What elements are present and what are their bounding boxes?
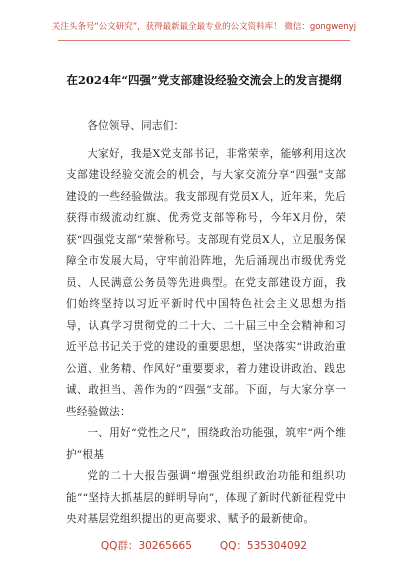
qq-text: QQ：535304092	[219, 540, 308, 552]
qq-group-text: QQ群：30265665	[100, 540, 192, 552]
footer-contact	[0, 538, 408, 553]
header-notice: 关注头条号“公文研究”，获得最新最全最专业的公文资料库！ 微信：gongwenyj	[51, 22, 357, 32]
paragraph: 大家好，我是X党支部书记，非常荣幸，能够利用这次支部建设经验交流会的机会，与大家交流分享“四强”支部建设的一些经验做法。我支部现有党员X人，近年来，先后获得市级流动红旗、优秀党支部等称号，今年X月份，荣获“四强党支部”荣誉称号。支部现有党员X人，立足服务保障全市发展大局，守牢前沿阵地，先后涌现出市级优秀党员、人民满意公务员等先进典型。在党支部建设方面，我们始终坚持以习近平新时代中国特色社会主义思想为指导，认真学习贯彻党的二十大、二十届三中全会精神和习近平总书记关于党的建设的重要思想，坚决落实“讲政治重公道、业务精、作风好”重要要求，着力建设讲政治、践忠诚、敢担当、善作为的“四强”支部。下面，与大家分享一些经验做法：	[66, 147, 346, 418]
paragraph: 党的二十大报告强调“增强党组织政治功能和组织功能”“坚持大抓基层的鲜明导向”，体现了新时代新征程党中央对基层党组织提出的更高要求、赋予的最新使命。	[66, 470, 346, 525]
document-body	[66, 116, 346, 531]
document-title: 在2024年“四强”党支部建设经验交流会上的发言提纲	[66, 73, 342, 87]
section-heading: 一、用好“党性之尺”，围绕政治功能强，筑牢“两个维护”根基	[66, 427, 346, 461]
salutation: 各位领导、同志们：	[87, 120, 185, 132]
header-divider	[58, 40, 350, 41]
